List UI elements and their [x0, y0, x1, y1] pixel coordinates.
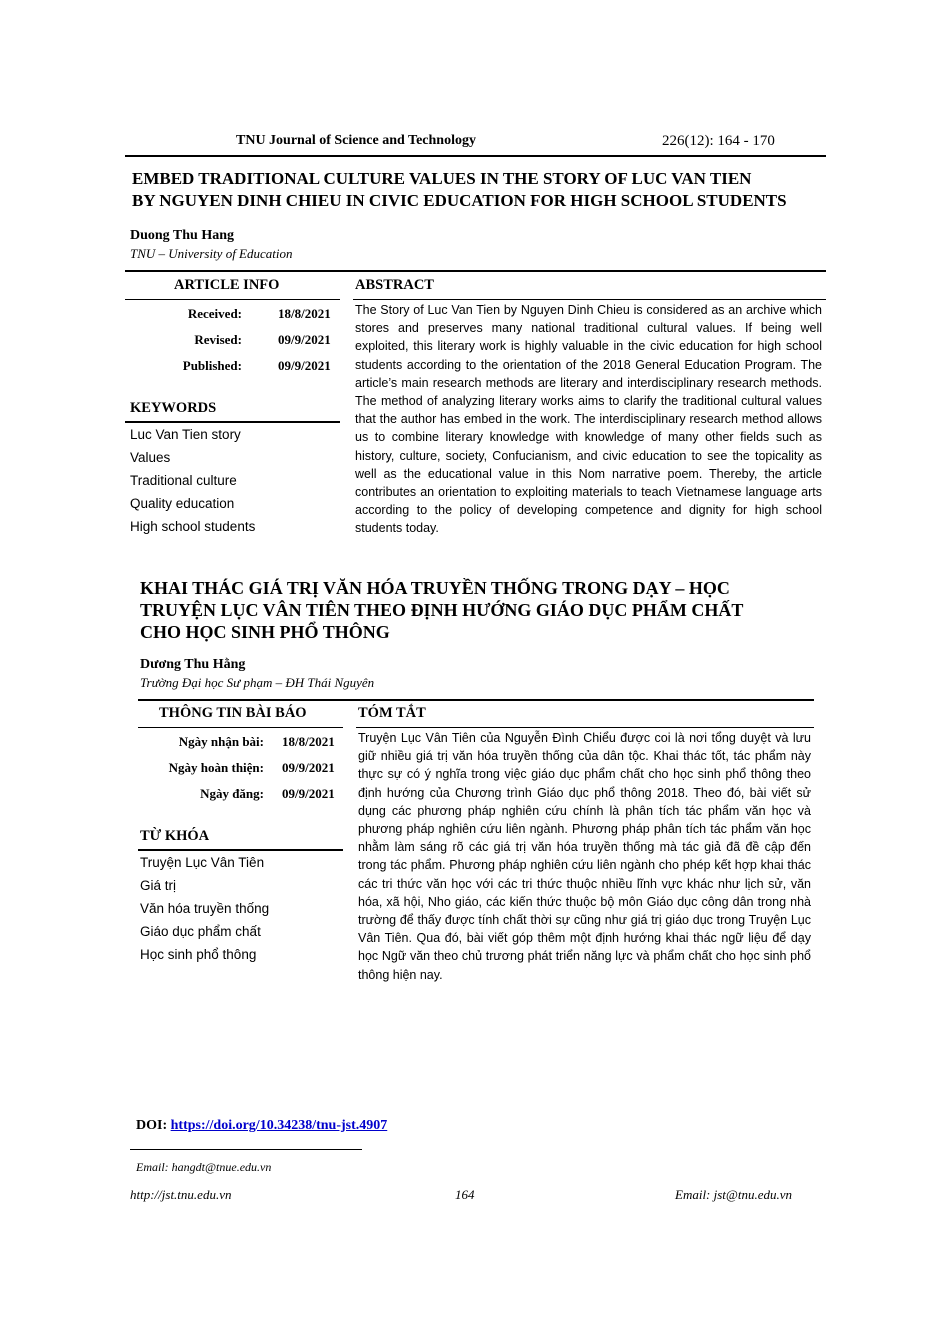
vietnamese-title-line2: TRUYỆN LỤC VÂN TIÊN THEO ĐỊNH HƯỚNG GIÁO DỤC PHẨM CHẤT	[140, 600, 744, 620]
english-title-line1: EMBED TRADITIONAL CULTURE VALUES IN THE STORY OF LUC VAN TIEN	[132, 169, 752, 188]
keyword-item: Quality education	[130, 496, 235, 511]
vn-published-value: 09/9/2021	[282, 786, 335, 801]
keywords-rule	[125, 421, 340, 423]
footnote-rule	[130, 1149, 362, 1150]
vietnamese-abstract: Truyện Lục Vân Tiên của Nguyễn Đình Chiểu được coi là nơi tổng duyệt và lưu giữ nhiều giá trị văn hóa truyền thống của dân tộc. Khai thác tốt, tác phẩm này thực sự có ý nghĩa trong việc giáo dục phẩm chất cho học sinh phổ thông theo định hướng của Chương trình Giáo dục phổ thông 2018. Theo đó, bài viết sử dụng các phương pháp nghiên cứu chính là phân tích tác phẩm văn học và phương pháp nghiên cứu liên ngành. Phương pháp phân tích tác phẩm văn học nhằm làm sáng rõ các giá trị văn hóa truyền thống mà tác giả đã đề cập đến trong tác phẩm. Phương pháp nghiên cứu liên ngành cho phép kết hợp khai thác các tri thức văn học với các tri thức thuộc nhiều lĩnh vực khác như lịch sử, văn hóa, xã hội, Nho giáo, các kiến thức thuộc bộ môn Giáo dục công dân trong nhà trường để thấy được tính chất thời sự cũng như giá trị giáo dục trong Truyện Lục Vân Tiên. Qua đó, bài viết góp thêm một định hướng khai thác ngữ liệu để dạy học Ngữ văn theo chủ trương phát triển năng lực và phẩm chất cho học sinh phổ thông hiện nay.	[358, 731, 811, 982]
vn-abstract-rule	[356, 727, 814, 728]
author-email: Email: hangdt@tnue.edu.vn	[136, 1160, 272, 1174]
received-value: 18/8/2021	[278, 306, 331, 321]
doi-line	[136, 1118, 387, 1134]
vietnamese-affiliation: Trường Đại học Sư phạm – ĐH Thái Nguyên	[140, 675, 375, 690]
english-affiliation: TNU – University of Education	[130, 246, 293, 261]
vn-revised-value: 09/9/2021	[282, 760, 335, 775]
issue-pages: 226(12): 164 - 170	[662, 133, 775, 149]
received-label: Received:	[187, 306, 242, 321]
article-info-rule	[125, 299, 340, 300]
keyword-item: Traditional culture	[130, 473, 237, 488]
vn-revised-label: Ngày hoàn thiện:	[168, 760, 264, 775]
vn-keywords-rule	[138, 849, 343, 851]
vn-keyword-item: Giá trị	[140, 878, 177, 893]
footer-website: http://jst.tnu.edu.vn	[130, 1187, 232, 1202]
vn-received-label: Ngày nhận bài:	[178, 734, 264, 749]
vn-article-info-heading: THÔNG TIN BÀI BÁO	[159, 705, 307, 721]
keyword-item: Luc Van Tien story	[130, 427, 241, 442]
doi-label: DOI:	[136, 1118, 168, 1133]
footer-page-number: 164	[455, 1187, 475, 1202]
vn-keyword-item: Giáo dục phẩm chất	[140, 924, 261, 939]
vn-keywords-heading: TỪ KHÓA	[140, 828, 210, 844]
vn-abstract-heading: TÓM TẮT	[358, 705, 426, 721]
english-top-rule	[125, 270, 826, 272]
english-abstract: The Story of Luc Van Tien by Nguyen Dinh Chieu is considered as an archive which stores and preserves many national traditional cultural values. If being well exploited, this literary work is highly valuable in the civic education for high school students according to the orientation of the 2018 General Education Program. The article’s main research methods are literary and interdisciplinary research methods. The method of analyzing literary works aims to clarify the traditional cultural values that the author has embed in the work. The interdisciplinary research method allows us to combine literary knowledge with knowledge of many other fields such as history, culture, society, Confucianism, and civic education to see the topicality as well as the educational value in this Nom narrative poem. Thereby, the article contributes an orientation to exploiting materials to teach Vietnamese language arts according to the policy of developing competence and dignity for high school students today.	[355, 303, 822, 536]
keyword-item: Values	[130, 450, 171, 465]
abstract-heading: ABSTRACT	[355, 277, 434, 293]
vn-keyword-item: Truyện Lục Vân Tiên	[140, 855, 265, 870]
vn-article-info-rule	[138, 727, 343, 728]
vietnamese-title-line1: KHAI THÁC GIÁ TRỊ VĂN HÓA TRUYỀN THỐNG TRONG DẠY – HỌC	[140, 578, 730, 598]
abstract-rule	[353, 299, 826, 300]
english-author: Duong Thu Hang	[130, 228, 235, 243]
published-label: Published:	[182, 358, 242, 373]
revised-value: 09/9/2021	[278, 332, 331, 347]
footer-email: Email: jst@tnu.edu.vn	[675, 1187, 793, 1202]
english-title-line2: BY NGUYEN DINH CHIEU IN CIVIC EDUCATION FOR HIGH SCHOOL STUDENTS	[132, 191, 787, 210]
journal-name: TNU Journal of Science and Technology	[236, 133, 476, 148]
vietnamese-title-line3: CHO HỌC SINH PHỔ THÔNG	[140, 622, 390, 642]
vietnamese-top-rule	[138, 699, 814, 701]
vietnamese-title	[140, 577, 820, 643]
vietnamese-author: Dương Thu Hằng	[140, 657, 246, 672]
vn-keyword-item: Học sinh phổ thông	[140, 947, 257, 962]
keyword-item: High school students	[130, 519, 256, 534]
vn-keyword-item: Văn hóa truyền thống	[140, 901, 270, 916]
header-rule	[125, 155, 826, 157]
english-title	[132, 168, 832, 212]
vn-published-label: Ngày đăng:	[200, 786, 264, 801]
keywords-heading: KEYWORDS	[130, 400, 217, 416]
published-value: 09/9/2021	[278, 358, 331, 373]
article-info-heading: ARTICLE INFO	[174, 277, 280, 293]
doi-link[interactable]: https://doi.org/10.34238/tnu-jst.4907	[170, 1118, 388, 1133]
revised-label: Revised:	[194, 332, 242, 347]
vn-received-value: 18/8/2021	[282, 734, 335, 749]
